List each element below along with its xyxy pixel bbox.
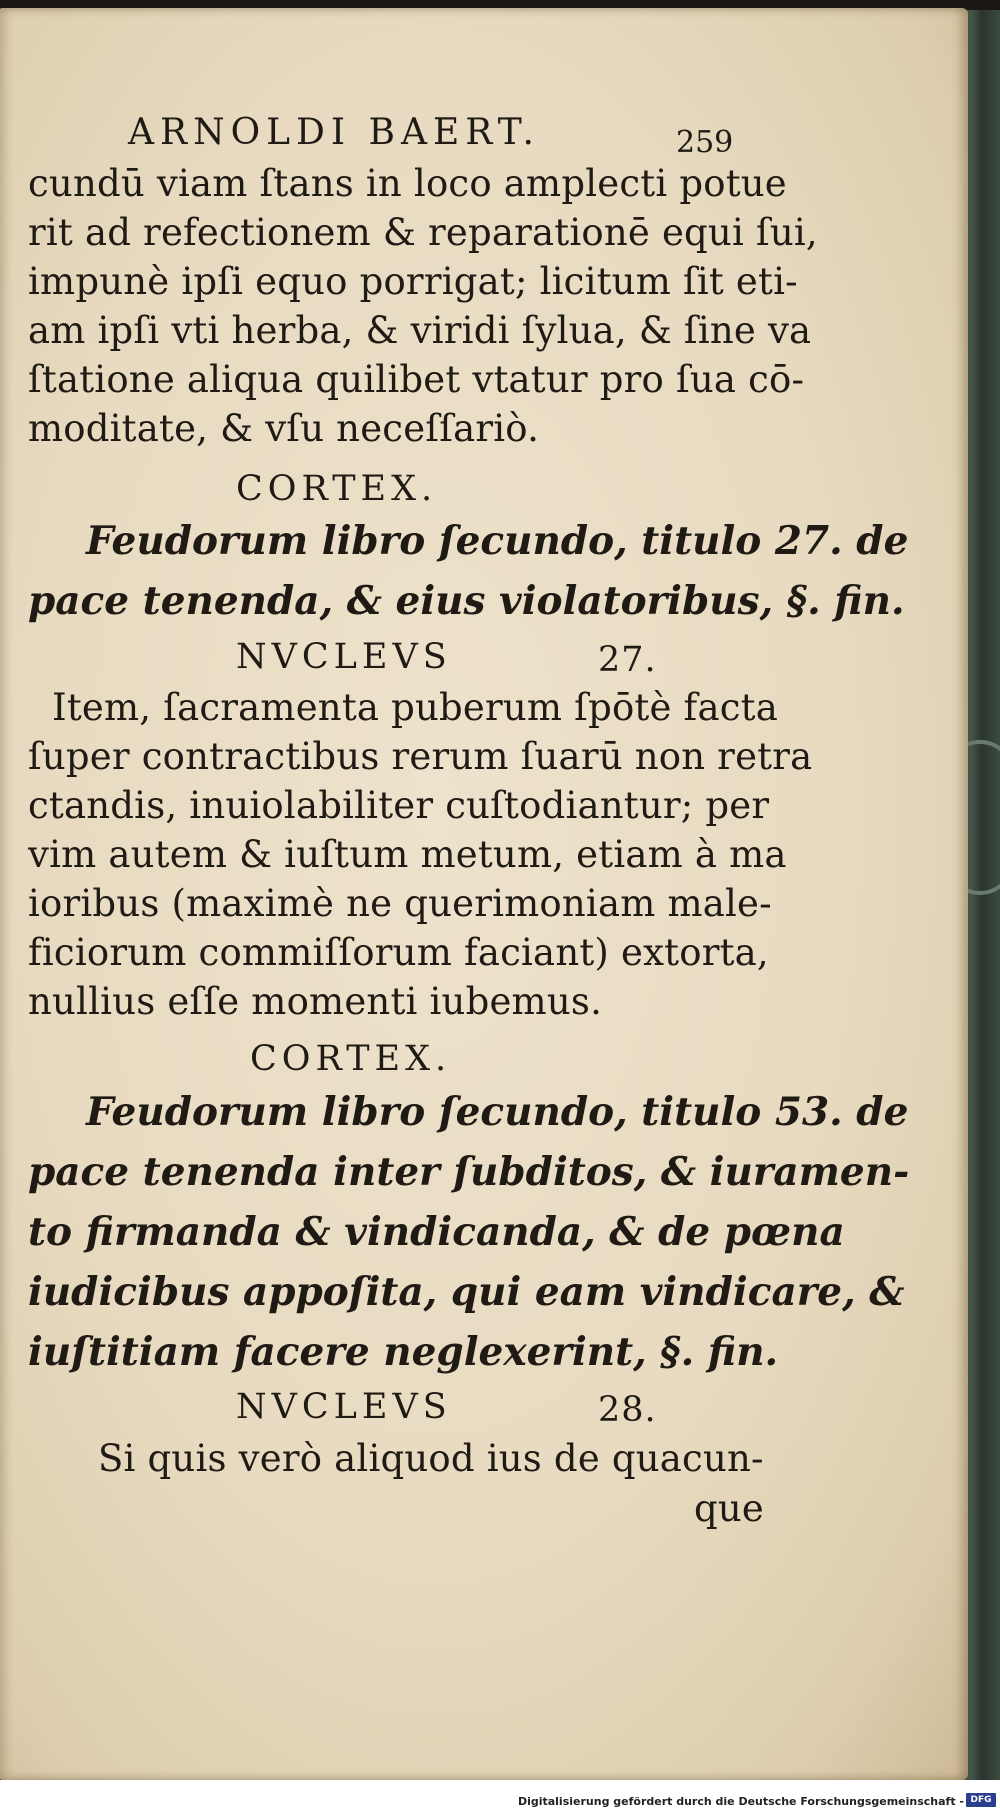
running-head: ARNOLDI BAERT.	[128, 112, 540, 153]
text-line: ioribus (maximè ne querimoniam male-	[28, 882, 772, 925]
page-number: 259	[676, 125, 734, 160]
text-line: rit ad refectionem & reparationē equi ſui,	[28, 211, 818, 254]
catchword: que	[694, 1487, 765, 1530]
cortex-heading: CORTEX.	[236, 469, 438, 509]
text-line: ſuper contractibus rerum ſuarū non retra	[28, 735, 813, 778]
text-line: cundū viam ſtans in loco amplecti potue	[28, 162, 787, 205]
text-line-italic: Feudorum libro ſecundo, titulo 27. de	[86, 518, 909, 564]
nucleus-heading: NVCLEVS	[236, 1387, 452, 1427]
cortex-heading: CORTEX.	[250, 1039, 452, 1079]
digitization-credit: Digitalisierung gefördert durch die Deutsche Forschungsgemeinschaft -	[517, 1795, 964, 1808]
text-line: Item, ſacramenta puberum ſpōtè facta	[52, 686, 778, 729]
text-line: ficiorum commiſſorum faciant) extorta,	[28, 931, 769, 974]
text-line: ſtatione aliqua quilibet vtatur pro ſua cō-	[28, 358, 805, 401]
text-line-italic: iuſtitiam facere neglexerint, §. fin.	[28, 1329, 779, 1375]
nucleus-number: 28.	[598, 1390, 657, 1430]
text-line: ctandis, inuiolabiliter cuſtodiantur; per	[28, 784, 770, 827]
text-line: impunè ipſi equo porrigat; licitum ſit eti-	[28, 260, 798, 303]
text-line: vim autem & iuſtum metum, etiam à ma	[28, 833, 787, 876]
nucleus-number: 27.	[598, 640, 657, 680]
dfg-logo: DFG	[966, 1793, 996, 1807]
text-line-italic: iudicibus appoſita, qui eam vindicare, &	[28, 1269, 905, 1315]
text-line-italic: pace tenenda inter ſubditos, & iuramen-	[28, 1149, 910, 1195]
text-line-italic: to firmanda & vindicanda, & de pœna	[28, 1209, 845, 1255]
text-line-italic: Feudorum libro ſecundo, titulo 53. de	[86, 1089, 909, 1135]
nucleus-heading: NVCLEVS	[236, 637, 452, 677]
text-line: am ipſi vti herba, & viridi ſylua, & ſine va	[28, 309, 812, 352]
text-line-italic: pace tenenda, & eius violatoribus, §. fin.	[28, 578, 905, 624]
text-line: moditate, & vſu neceſſariò.	[28, 407, 540, 450]
text-line: Si quis verò aliquod ius de quacun-	[98, 1437, 764, 1480]
text-line: nullius eſſe momenti iubemus.	[28, 980, 603, 1023]
